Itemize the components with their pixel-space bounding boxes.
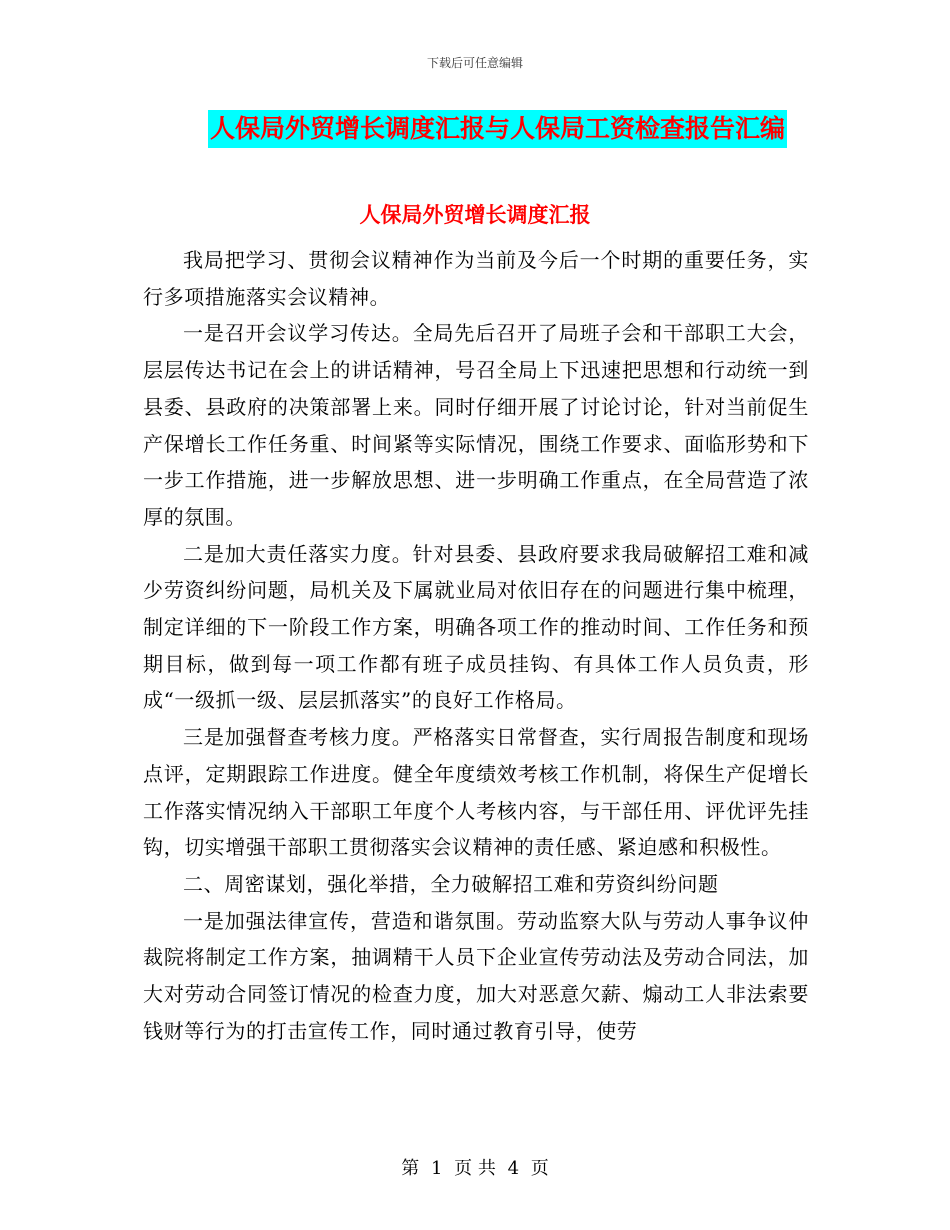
document-body bbox=[143, 242, 809, 1049]
footer-prefix: 第 bbox=[401, 1158, 420, 1179]
paragraph-1: 一是召开会议学习传达。全局先后召开了局班子会和干部职工大会，层层传达书记在会上的讲话精神，号召全局上下迅速把思想和行动统一到县委、县政府的决策部署上来。同时仔细开展了讨论讨论，针对当前促生产保增长工作任务重、时间紧等实际情况，围绕工作要求、面临形势和下一步工作措施，进一步解放思想、进一步明确工作重点，在全局营造了浓厚的氛围。 bbox=[143, 321, 809, 529]
footer-suffix: 页 bbox=[530, 1158, 549, 1179]
paragraph-2: 二是加大责任落实力度。针对县委、县政府要求我局破解招工难和减少劳资纠纷问题，局机关及下属就业局对依旧存在的问题进行集中梳理，制定详细的下一阶段工作方案，明确各项工作的推动时间、工作任务和预期目标，做到每一项工作都有班子成员挂钩、有具体工作人员负责，形成“一级抓一级、层层抓落实”的良好工作格局。 bbox=[143, 541, 809, 713]
paragraph-intro: 我局把学习、贯彻会议精神作为当前及今后一个时期的重要任务，实行多项措施落实会议精神。 bbox=[143, 248, 809, 309]
page-footer bbox=[0, 1154, 950, 1180]
paragraph-heading-2: 二、周密谋划，强化举措，全力破解招工难和劳资纠纷问题 bbox=[183, 871, 719, 896]
page-header-note: 下载后可任意编辑 bbox=[426, 56, 523, 70]
paragraph-3: 三是加强督查考核力度。严格落实日常督查，实行周报告制度和现场点评，定期跟踪工作进度。健全年度绩效考核工作机制，将保生产促增长工作落实情况纳入干部职工年度个人考核内容，与干部任用、评优评先挂钩，切实增强干部职工贯彻落实会议精神的责任感、紧迫感和积极性。 bbox=[143, 725, 809, 860]
footer-total-pages: 4 bbox=[507, 1158, 520, 1179]
paragraph-5: 一是加强法律宣传，营造和谐氛围。劳动监察大队与劳动人事争议仲裁院将制定工作方案，抽调精干人员下企业宣传劳动法及劳动合同法，加大对劳动合同签订情况的检查力度，加大对恶意欠薪、煽动工人非法索要钱财等行为的打击宣传工作，同时通过教育引导，使劳 bbox=[143, 908, 809, 1043]
footer-middle: 页 共 bbox=[454, 1158, 496, 1179]
footer-page-number: 1 bbox=[430, 1158, 443, 1179]
section-title: 人保局外贸增长调度汇报 bbox=[359, 203, 591, 227]
document-title-container bbox=[0, 110, 950, 148]
document-title: 人保局外贸增长调度汇报与人保局工资检查报告汇编 bbox=[208, 110, 787, 148]
